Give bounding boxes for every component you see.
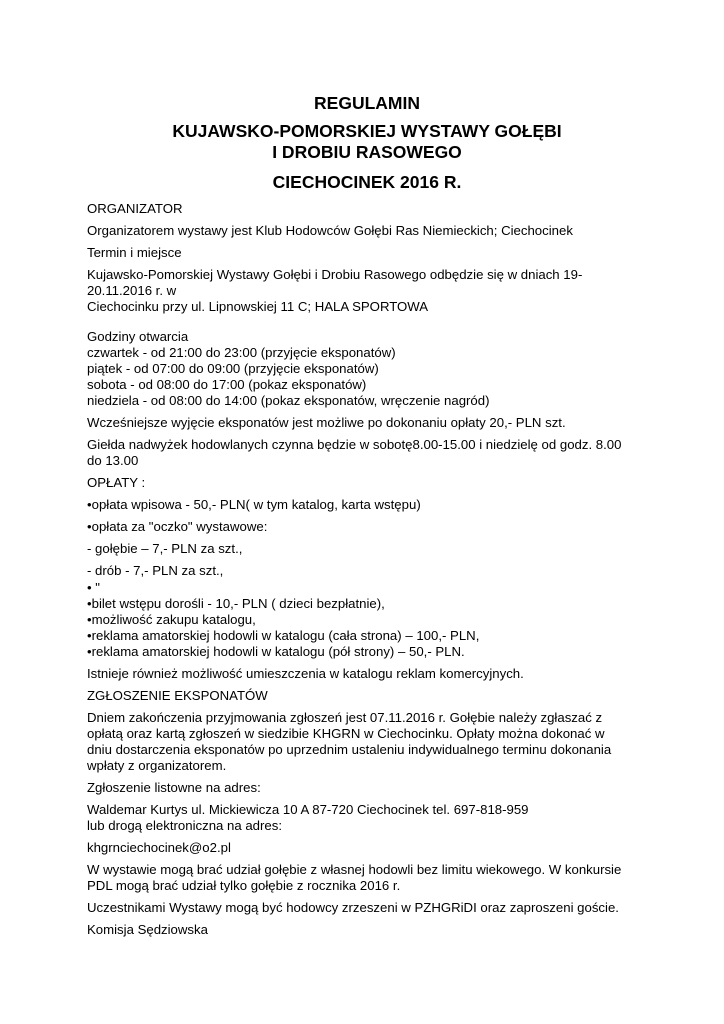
venue-heading: Termin i miejsce bbox=[87, 245, 182, 260]
exchange-line-2: do 13.00 bbox=[87, 453, 139, 468]
fee-item: •reklama amatorskiej hodowli w katalogu (pół strony) – 50,- PLN. bbox=[87, 644, 465, 659]
email-heading: lub drogą elektroniczna na adres: bbox=[87, 818, 283, 833]
venue-line-2: Ciechocinku przy ul. Lipnowskiej 11 C; HALA SPORTOWA bbox=[87, 299, 429, 314]
organizer-text: Organizatorem wystawy jest Klub Hodowców Gołębi Ras Niemieckich; Ciechocinek bbox=[87, 223, 573, 238]
commercial-ads-text: Istnieje również możliwość umieszczenia w katalogu reklam komercyjnych. bbox=[87, 666, 524, 681]
fee-item: •bilet wstępu dorośli - 10,- PLN ( dzieci bezpłatnie), bbox=[87, 596, 385, 611]
registration-heading: ZGŁOSZENIE EKSPONATÓW bbox=[87, 688, 268, 703]
hours-heading: Godziny otwarcia bbox=[87, 329, 189, 344]
registration-line: Dniem zakończenia przyjmowania zgłoszeń jest 07.11.2016 r. Gołębie należy zgłaszać z bbox=[87, 710, 603, 725]
postal-address: Waldemar Kurtys ul. Mickiewicza 10 A 87-720 Ciechocinek tel. 697-818-959 bbox=[87, 802, 529, 817]
hours-item: niedziela - od 08:00 do 14:00 (pokaz eksponatów, wręczenie nagród) bbox=[87, 393, 490, 408]
title-line-2: KUJAWSKO-POMORSKIEJ WYSTAWY GOŁĘBI bbox=[172, 121, 562, 141]
participants-text: Uczestnikami Wystawy mogą być hodowcy zrzeszeni w PZHGRiDI oraz zaproszeni goście. bbox=[87, 900, 619, 915]
fee-entry: •opłata wpisowa - 50,- PLN( w tym katalog, karta wstępu) bbox=[87, 497, 421, 512]
title-location-year: CIECHOCINEK 2016 R. bbox=[272, 172, 462, 192]
contact-block bbox=[87, 802, 647, 834]
early-pickup-text: Wcześniejsze wyjęcie eksponatów jest możliwe po dokonaniu opłaty 20,- PLN szt. bbox=[87, 415, 566, 430]
registration-line: wpłaty z organizatorem. bbox=[87, 758, 227, 773]
title-exhibition-name bbox=[87, 121, 647, 163]
registration-line: opłatą oraz kartą zgłoszeń w siedzibie KHGRN w Ciechocinku. Opłaty można dokonać w bbox=[87, 726, 605, 741]
fee-item: •możliwość zakupu katalogu, bbox=[87, 612, 256, 627]
email-address: khgrnciechocinek@o2.pl bbox=[87, 840, 231, 855]
participation-line-1: W wystawie mogą brać udział gołębie z własnej hodowli bez limitu wiekowego. W konkursie bbox=[87, 862, 622, 877]
fee-item: •reklama amatorskiej hodowli w katalogu (cała strona) – 100,- PLN, bbox=[87, 628, 480, 643]
fees-heading: OPŁATY : bbox=[87, 475, 146, 490]
fee-cage: •opłata za "oczko" wystawowe: bbox=[87, 519, 268, 534]
title-line-3: I DROBIU RASOWEGO bbox=[272, 142, 462, 162]
venue-text bbox=[87, 267, 647, 315]
jury-text: Komisja Sędziowska bbox=[87, 922, 208, 937]
hours-item: czwartek - od 21:00 do 23:00 (przyjęcie eksponatów) bbox=[87, 345, 396, 360]
fee-poultry: - drób - 7,- PLN za szt., bbox=[87, 563, 224, 578]
mail-heading: Zgłoszenie listowne na adres: bbox=[87, 780, 261, 795]
exchange-line-1: Giełda nadwyżek hodowlanych czynna będzie w sobotę8.00-15.00 i niedzielę od godz. 8.00 bbox=[87, 437, 622, 452]
participation-line-2: PDL mogą brać udział tylko gołębie z rocznika 2016 r. bbox=[87, 878, 401, 893]
registration-line: dniu dostarczenia eksponatów po uprzednim ustaleniu indywidualnego terminu dokonania bbox=[87, 742, 612, 757]
exchange-text bbox=[87, 437, 647, 469]
document-page bbox=[87, 93, 647, 944]
opening-hours bbox=[87, 329, 647, 409]
registration-text bbox=[87, 710, 647, 774]
hours-item: sobota - od 08:00 do 17:00 (pokaz eksponatów) bbox=[87, 377, 367, 392]
fee-blank-bullet: • " bbox=[87, 580, 100, 595]
title-regulamin: REGULAMIN bbox=[314, 93, 420, 113]
fees-list bbox=[87, 580, 647, 660]
organizer-heading: ORGANIZATOR bbox=[87, 201, 183, 216]
venue-line-1: Kujawsko-Pomorskiej Wystawy Gołębi i Drobiu Rasowego odbędzie się w dniach 19-20.11.2016 r. w bbox=[87, 267, 583, 298]
fee-pigeons: - gołębie – 7,- PLN za szt., bbox=[87, 541, 243, 556]
hours-item: piątek - od 07:00 do 09:00 (przyjęcie eksponatów) bbox=[87, 361, 379, 376]
participation-text bbox=[87, 862, 647, 894]
